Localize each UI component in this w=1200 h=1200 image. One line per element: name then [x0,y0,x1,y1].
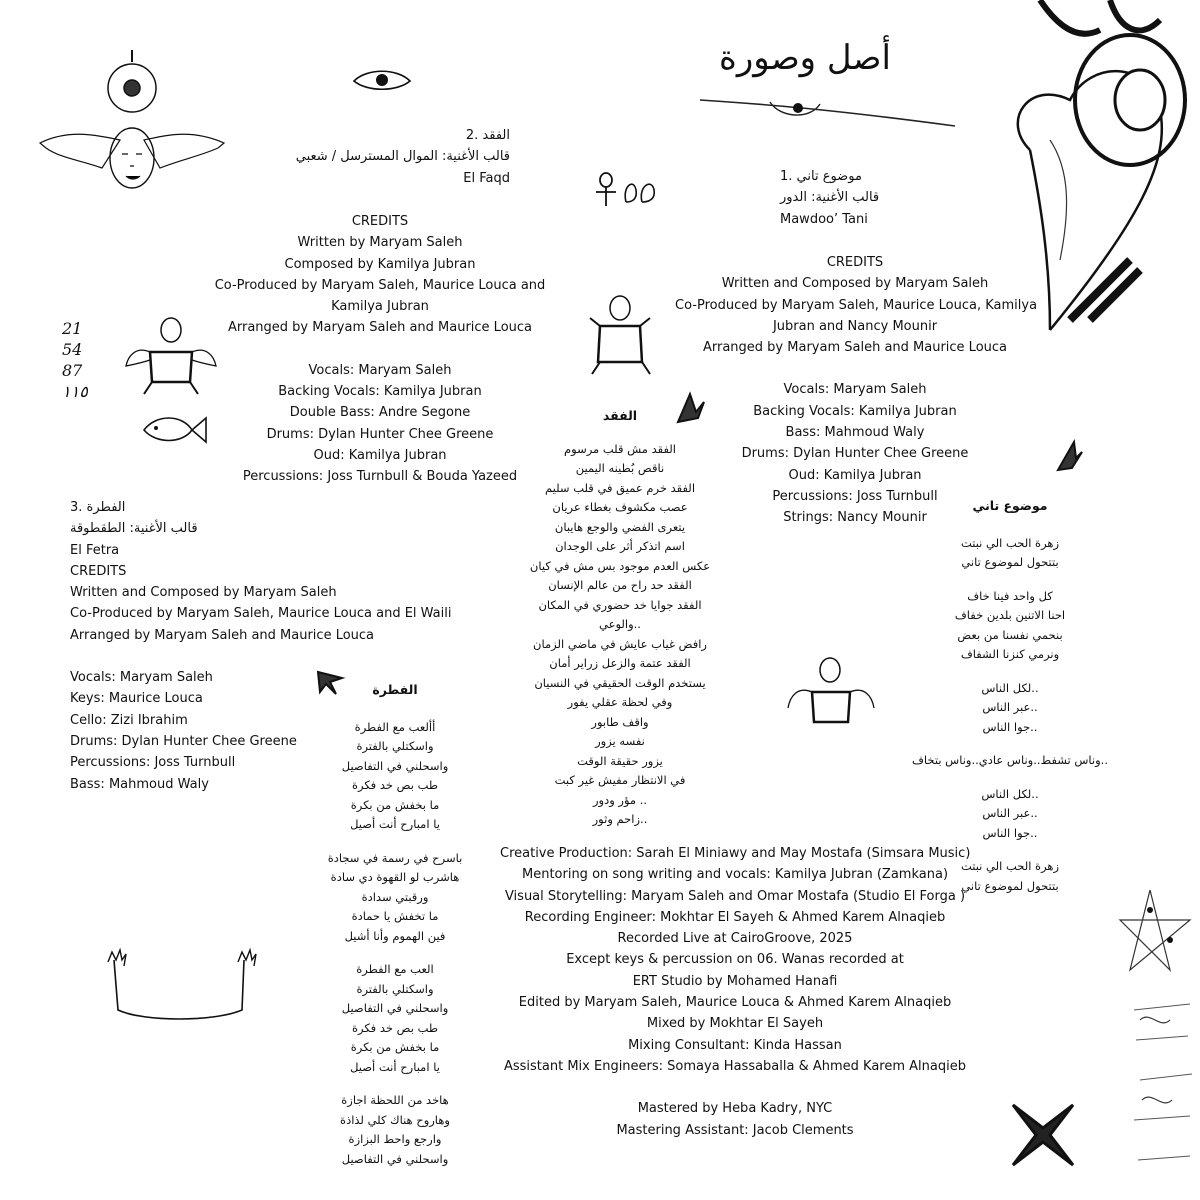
lyric-line: واسكتلي بالفترة [356,981,434,996]
musician-line: Double Bass: Andre Segone [289,405,471,421]
musician-line: Vocals: Maryam Saleh [783,382,927,398]
lyric-line: ..زاحم وثور [592,812,648,826]
musician-line: Bass: Mahmoud Waly [70,776,209,792]
production-credits [500,843,970,1141]
lyric-line: ونرمي كنزنا الشفاف [960,647,1060,661]
production-line: Visual Storytelling: Maryam Saleh and Omar Mostafa (Studio El Forga ) [504,888,966,904]
raised-arms-doodle [104,950,264,1030]
lyrics-mawdoo [900,496,1120,896]
lyric-line: زهرة الحب الي نبتت [960,859,1060,873]
figure-doodle [590,290,660,380]
lyric-line: ..جوا الناس [982,825,1038,840]
star-scribble-doodle-2 [1008,1100,1078,1170]
musician-line: Drums: Dylan Hunter Chee Greene [70,733,297,749]
lyric-line: ناقص بُطينه اليمين [575,461,665,475]
production-line: Assistant Mix Engineers: Somaya Hassaballa & Ahmed Karem Alnaqieb [503,1058,966,1074]
credits-heading: CREDITS [826,255,884,270]
scribbled-numbers-doodle [1130,980,1200,1200]
lyric-line: الفقد مش قلب مرسوم [564,441,676,456]
star-glyph-doodle-2 [1054,440,1084,474]
lyric-line: يتعرى الفضي والوجع هايبان [554,519,686,534]
lyric-line: زهرة الحب الي نبتت [960,535,1060,550]
lyric-line: رافض غياب عايش في ماضي الزمان [533,636,707,651]
musician-line: Backing Vocals: Kamilya Jubran [753,403,957,419]
musician-line: Keys: Maurice Louca [70,691,203,707]
musician-line: Backing Vocals: Kamilya Jubran [278,384,482,400]
lyric-line: وفي لحظة عقلي يفور [567,695,673,709]
lyric-line: هاخد من اللحظة اجازة [341,1093,449,1107]
lyric-line: الفقد عتمة والزعل زراير أمان [549,656,691,670]
lyric-line: عكس العدم موجود بس مش في كيان [529,558,711,573]
lyrics-title: موضوع تاني [972,498,1048,513]
musician-line: Vocals: Maryam Saleh [70,670,213,686]
track2-title-en: El Faqd [463,170,510,186]
mastering-line: Mastered by Heba Kadry, NYC [637,1101,833,1117]
lyric-line: في الانتظار مفيش غير كبت [554,773,686,787]
lyric-line: ..عبر الناس [982,700,1038,714]
lyric-line: طب بص خد فكرة [351,1020,439,1035]
musician-line: Drums: Dylan Hunter Chee Greene [266,426,494,442]
lyrics-title: الفقد [602,408,638,423]
musician-line: Cello: Zizi Ibrahim [70,712,188,728]
winged-sun-face-doodle [40,48,180,198]
lyric-line: يزور حقيقة الوقت [577,753,663,768]
production-line: Mixed by Mokhtar El Sayeh [646,1016,824,1032]
lyric-line: واسكتلي بالفترة [356,739,434,753]
lyric-line: نفسه يزور [595,734,645,748]
lyric-line: طب بص خد فكرة [351,778,439,792]
track3-form-ar: قالب الأغنية: الطقطوقة [70,521,198,537]
lyric-line: اسم اتذكر أثر على الوجدان [555,539,685,553]
mastering-line: Mastering Assistant: Jacob Clements [616,1122,854,1138]
eye-icon [352,66,412,96]
lyric-line: ..وناس تشفط..وناس عادي..وناس بتخاف [912,753,1108,767]
lyric-line: وارجع واحط البزازة [348,1132,442,1146]
production-line: Except keys & percussion on 06. Wanas recorded at [566,952,904,968]
credit-line: Composed by Kamilya Jubran [284,256,476,272]
musician-line: Strings: Nancy Mounir [783,510,927,526]
credit-line: Arranged by Maryam Saleh and Maurice Louca [227,320,533,336]
musician-line: Vocals: Maryam Saleh [308,362,452,378]
credits-heading: CREDITS [351,214,409,229]
musician-line: Percussions: Joss Turnbull & Bouda Yazeed [242,469,518,485]
track3-title-en: El Fetra [70,542,120,558]
production-line: Recorded Live at CairoGroove, 2025 [617,931,853,947]
lyric-line: واقف طابور [591,714,649,729]
track2-title-ar: الفقد .2 [465,128,510,143]
production-line: Edited by Maryam Saleh, Maurice Louca & Ahmed Karem Alnaqieb [518,995,952,1011]
lyrics-faqd [500,406,740,830]
lyric-line: ..لكل الناس [981,786,1039,801]
credit-line: Written and Composed by Maryam Saleh [70,585,337,601]
credit-line: Co-Produced by Maryam Saleh, Maurice Louca and El Waili [70,606,452,622]
track2-header [270,125,510,189]
track1-form-ar: قالب الأغنية: الدور [780,190,880,206]
lyric-line: ..والوعي [599,617,641,631]
credit-line: Jubran and Nancy Mounir [772,318,938,334]
lyric-line: يستخدم الوقت الحقيقي في النسيان [534,675,706,690]
lyrics-fetra [300,680,490,1169]
lyric-line: واسحلني في التفاصيل [341,1001,449,1015]
credit-line: Written and Composed by Maryam Saleh [721,276,989,292]
production-line: Mentoring on song writing and vocals: Kamilya Jubran (Zamkana) [521,867,949,883]
margin-numbers: 21 54 87 ١١٥ [62,319,88,401]
lyric-line: العب مع الفطرة [356,962,434,976]
production-line: Creative Production: Sarah El Miniawy and May Mostafa (Simsara Music) [500,846,971,861]
production-line: Recording Engineer: Mokhtar El Sayeh & Ahmed Karem Alnaqieb [524,909,946,925]
lyric-line: هاشرب لو القهوة دي سادة [330,870,460,884]
lyric-line: باسرح في رسمة في سجادة [327,850,463,865]
winged-figure-doodle-2 [786,656,876,736]
lyric-line: ورقبتي سدادة [361,889,429,904]
lyric-line: واسحلني في التفاصيل [341,758,449,773]
lyrics-title: الفطرة [372,682,418,697]
lyric-line: الفقد جوايا خد حضوري في المكان [538,597,702,612]
musician-line: Bass: Mahmoud Waly [785,425,925,441]
star-scribble-doodle [1110,880,1200,990]
musician-line: Drums: Dylan Hunter Chee Greene [741,446,969,462]
production-line: Mixing Consultant: Kinda Hassan [628,1037,842,1053]
credits-heading: CREDITS [70,563,127,579]
track3-title-ar: الفطرة .3 [70,500,126,515]
lyric-line: ..لكل الناس [981,680,1039,695]
lyric-line: .. مؤر ودور [592,792,648,807]
lyric-line: الفقد حد راح من عالم الإنسان [548,578,692,592]
musician-line: Oud: Kamilya Jubran [313,447,447,463]
lyric-line: ..عبر الناس [982,806,1038,820]
lyric-line: ما بخفش من بكرة [350,797,440,812]
credit-line: Arranged by Maryam Saleh and Maurice Louca [702,340,1008,356]
credit-line: Arranged by Maryam Saleh and Maurice Louca [70,627,375,643]
track2-form-ar: قالب الأغنية: الموال المسترسل / شعبي [295,149,510,165]
credit-line: Co-Produced by Maryam Saleh, Maurice Louca and [214,277,546,293]
lyric-line: عصب مكشوف بغطاء عريان [552,500,688,514]
lyric-line: ما بخفش من بكرة [350,1040,440,1054]
lyric-line: بتتحول لموضوع تاني [961,555,1059,569]
album-title: أصل وصورة [719,38,891,78]
track1-title-ar: موضوع تاني .1 [780,169,862,184]
lyric-line: يا امبارح أنت أصيل [350,817,440,831]
musician-line: Percussions: Joss Turnbull [772,488,938,504]
lyric-line: فين الهموم وأنا أشيل [344,928,446,943]
track1-header [780,166,920,230]
credit-line: Kamilya Jubran [331,299,429,315]
track1-title-en: Mawdoo’ Tani [780,211,868,227]
lyric-line: كل واحد فينا خاف [967,588,1053,603]
underline-eye-doodle [700,90,960,130]
ankh-symbols-doodle [594,172,664,212]
lyric-line: احنا الاتنين بلدين خفاف [954,608,1066,622]
lyric-line: الفقد خرم عميق في قلب سليم [544,480,696,495]
lyric-line: ..جوا الناس [982,719,1038,734]
lyric-line: أألعب مع الفطرة [354,719,436,734]
lyric-line: وهاروح هناك كلي لذاذة [340,1112,450,1127]
musician-line: Oud: Kamilya Jubran [788,467,922,483]
credit-line: Written by Maryam Saleh [297,235,463,251]
lyric-line: واسحلني في التفاصيل [341,1151,449,1166]
musician-line: Percussions: Joss Turnbull [70,755,236,771]
lyric-line: ما تخفش يا حمادة [351,909,439,923]
lyric-line: بنحمي نفسنا من بعض [957,627,1063,642]
production-line: ERT Studio by Mohamed Hanafi [632,973,838,989]
credit-line: Co-Produced by Maryam Saleh, Maurice Louca, Kamilya [675,297,1038,313]
lyric-line: بتتحول لموضوع تاني [961,878,1059,893]
lyric-line: يا امبارح أنت أصيل [350,1059,440,1074]
